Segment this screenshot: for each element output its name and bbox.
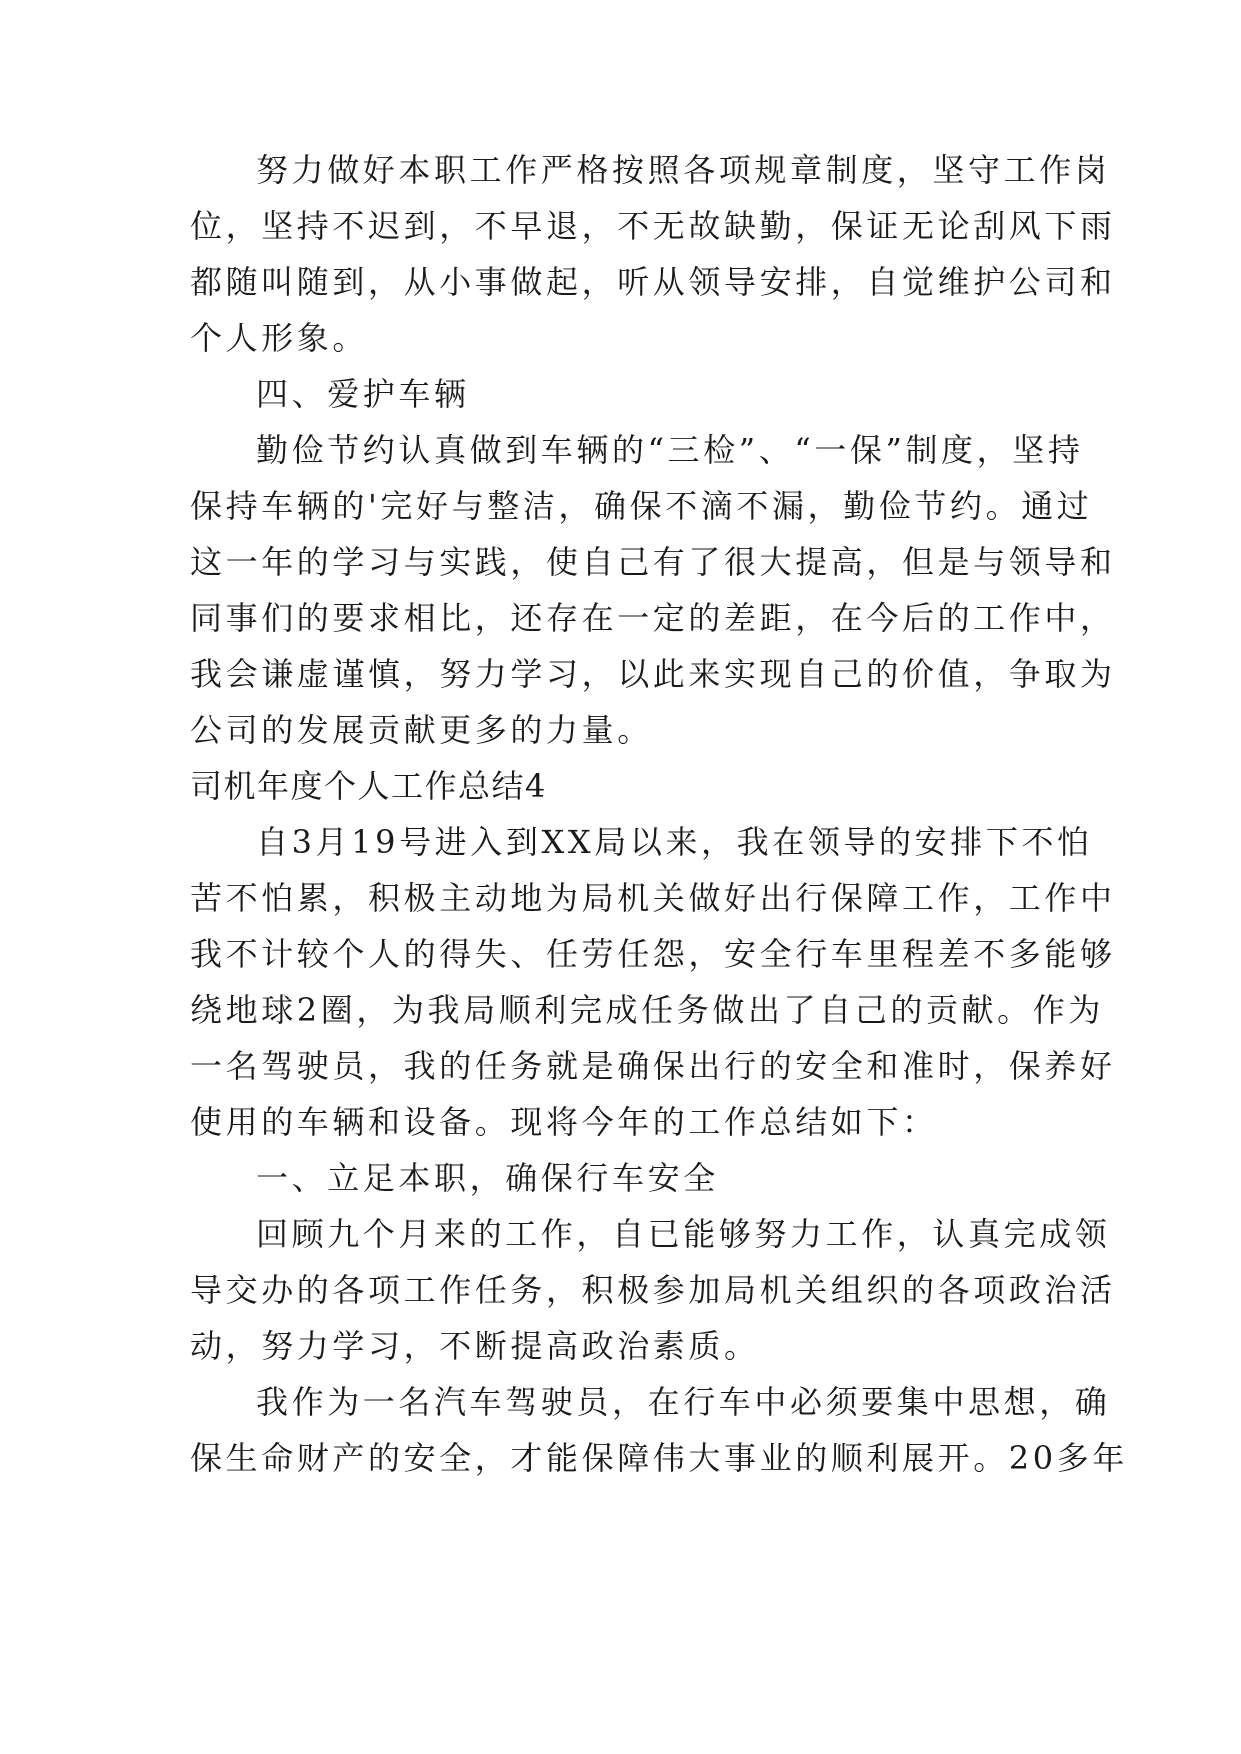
paragraph-line: 使用的车辆和设备。现将今年的工作总结如下：: [190, 1103, 938, 1141]
paragraph-line: 保生命财产的安全，才能保障伟大事业的顺利展开。20多年: [190, 1439, 1128, 1477]
paragraph-line: 都随叫随到，从小事做起，听从领导安排，自觉维护公司和: [190, 263, 1116, 301]
paragraph-line: 导交办的各项工作任务，积极参加局机关组织的各项政治活: [190, 1271, 1116, 1309]
paragraph-line: 苦不怕累，积极主动地为局机关做好出行保障工作，工作中: [190, 879, 1116, 917]
paragraph-line: 我不计较个人的得失、任劳任怨，安全行车里程差不多能够: [190, 935, 1116, 973]
paragraph-line: 回顾九个月来的工作，自已能够努力工作，认真完成领: [256, 1215, 1111, 1253]
paragraph-line: 保持车辆的'完好与整洁，确保不滴不漏，勤俭节约。通过: [190, 487, 1093, 525]
section-heading: 四、爱护车辆: [256, 375, 470, 413]
paragraph-line: 位，坚持不迟到，不早退，不无故缺勤，保证无论刮风下雨: [190, 207, 1116, 245]
paragraph-line: 我会谦虚谨慎，努力学习，以此来实现自己的价值，争取为: [190, 655, 1116, 693]
section-heading: 一、立足本职，确保行车安全: [256, 1159, 719, 1197]
document-title: 司机年度个人工作总结4: [190, 767, 547, 805]
paragraph-line: 绕地球2圈，为我局顺利完成任务做出了自己的贡献。作为: [190, 991, 1104, 1029]
paragraph-line: 同事们的要求相比，还存在一定的差距，在今后的工作中，: [190, 599, 1116, 637]
paragraph-line: 这一年的学习与实践，使自己有了很大提高，但是与领导和: [190, 543, 1116, 581]
paragraph-line: 努力做好本职工作严格按照各项规章制度，坚守工作岗: [256, 151, 1111, 189]
paragraph-line: 公司的发展贡献更多的力量。: [190, 711, 653, 749]
paragraph-line: 动，努力学习，不断提高政治素质。: [190, 1327, 760, 1365]
paragraph-line: 勤俭节约认真做到车辆的“三检”、“一保”制度，坚持: [256, 431, 1084, 469]
paragraph-line: 一名驾驶员，我的任务就是确保出行的安全和准时，保养好: [190, 1047, 1116, 1085]
paragraph-line: 自3月19号进入到XX局以来，我在领导的安排下不怕: [256, 823, 1093, 861]
paragraph-line: 个人形象。: [190, 319, 369, 357]
paragraph-line: 我作为一名汽车驾驶员，在行车中必须要集中思想，确: [256, 1383, 1111, 1421]
